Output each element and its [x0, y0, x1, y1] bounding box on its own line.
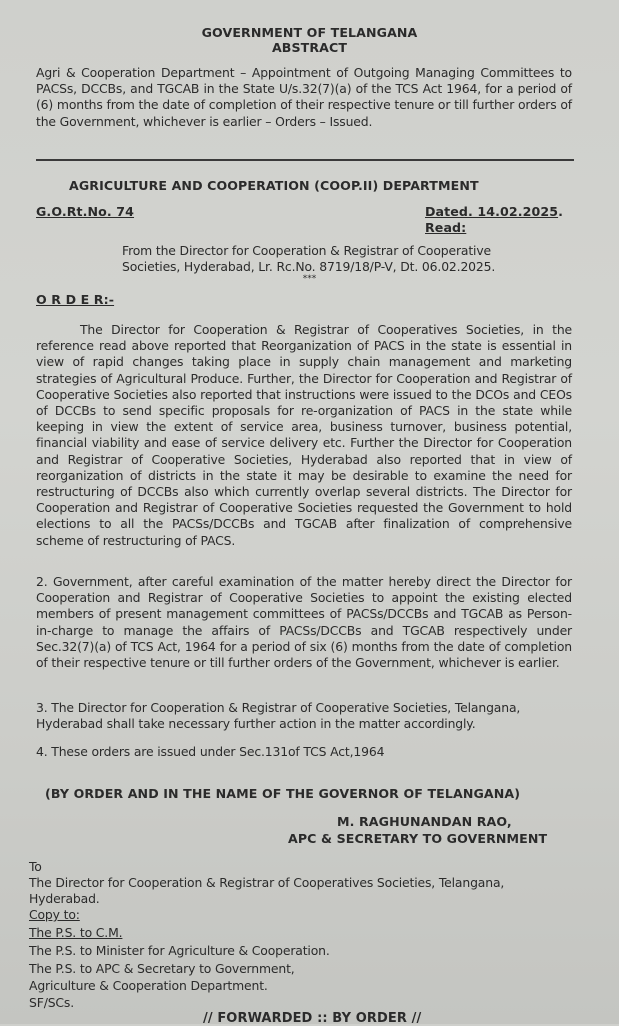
read-label: Read: [425, 220, 467, 235]
copy-to-label: Copy to: [29, 907, 80, 922]
forwarded-by-order: // FORWARDED :: BY ORDER // [203, 1011, 422, 1026]
copy-to-item: SF/SCs. [29, 995, 75, 1010]
to-address-line: The Director for Cooperation & Registrar of Cooperatives Societies, Telangana, [29, 875, 505, 890]
copy-to-item: The P.S. to APC & Secretary to Government, [29, 961, 295, 976]
separator-stars: *** [302, 274, 317, 284]
to-address-line: Hyderabad. [29, 891, 100, 906]
order-paragraph-1: The Director for Cooperation & Registrar of Cooperatives Societies, in the reference read above reported that Reorganization of PACS in the state is essential in view of rapid changes taking place in supply chain management and marketing strategies of Agricultural Produce. Further, the Director for Cooperation and Registrar of Cooperative Societies also reported that instructions were issued to the DCOs and CEOs of DCCBs to send specific proposals for re-organization of PACS in the state while keeping in view the extent of service area, business turnover, business potential, financial viability and ease of service delivery etc. Further the Director for Cooperation and Registrar of Cooperative Societies, Hyderabad also reported that in view of reorganization of districts in the state it may be desirable to examine the need for restructuring of DCCBs also which currently overlap several districts. The Director for Cooperation and Registrar of Cooperative Societies requested the Government to hold elections to all the PACSs/DCCBs and TGCAB after finalization of comprehensive scheme of restructuring of PACS. [36, 322, 572, 548]
by-order-line: (BY ORDER AND IN THE NAME OF THE GOVERNOR OF TELANGANA) [45, 786, 521, 801]
dated-value: Dated. 14.02.2025 [425, 204, 559, 219]
abstract-title: ABSTRACT [271, 40, 348, 55]
signatory-name: M. RAGHUNANDAN RAO, [337, 814, 512, 829]
horizontal-rule [36, 159, 574, 161]
signatory-title: APC & SECRETARY TO GOVERNMENT [288, 831, 548, 846]
dated-line [425, 204, 563, 219]
order-paragraph-3: 3. The Director for Cooperation & Registrar of Cooperative Societies, Telangana, Hyderabad shall take necessary further action in the matter accordingly. [36, 700, 521, 732]
reference-text: From the Director for Cooperation & Registrar of Cooperative Societies, Hyderabad, Lr. Rc.No. 8719/18/P-V, Dt. 06.02.2025. [122, 243, 496, 275]
order-heading: O R D E R:- [36, 292, 115, 307]
copy-to-item: Agriculture & Cooperation Department. [29, 978, 268, 993]
dated-suffix: . [558, 204, 563, 219]
subject-text: Agri & Cooperation Department – Appointment of Outgoing Managing Committees to PACSs, DCCBs, and TGCAB in the State U/s.32(7)(a) of the TCS Act 1964, for a period of (6) months from the date of completion of their respective tenure or till further orders of the Government, whichever is earlier – Orders – Issued. [36, 65, 572, 129]
copy-to-item: The P.S. to C.M. [29, 925, 123, 940]
copy-to-item: The P.S. to Minister for Agriculture & Cooperation. [29, 943, 330, 958]
go-number: G.O.Rt.No. 74 [36, 204, 135, 219]
to-label: To [29, 859, 42, 874]
order-paragraph-2: 2. Government, after careful examination of the matter hereby direct the Director for Cooperation and Registrar of Cooperative Societies to appoint the existing elected members of present management committees of PACSs/DCCBs and TGCAB as Person-in-charge to manage the affairs of PACSs/DCCBs and TGCAB respectively under Sec.32(7)(a) of TCS Act, 1964 for a period of six (6) months from the date of completion of their respective tenure or till further orders of the Government, whichever is earlier. [36, 574, 572, 671]
order-paragraph-4: 4. These orders are issued under Sec.131of TCS Act,1964 [36, 744, 385, 759]
government-title: GOVERNMENT OF TELANGANA [201, 25, 418, 40]
department-heading: AGRICULTURE AND COOPERATION (COOP.II) DEPARTMENT [69, 178, 479, 193]
